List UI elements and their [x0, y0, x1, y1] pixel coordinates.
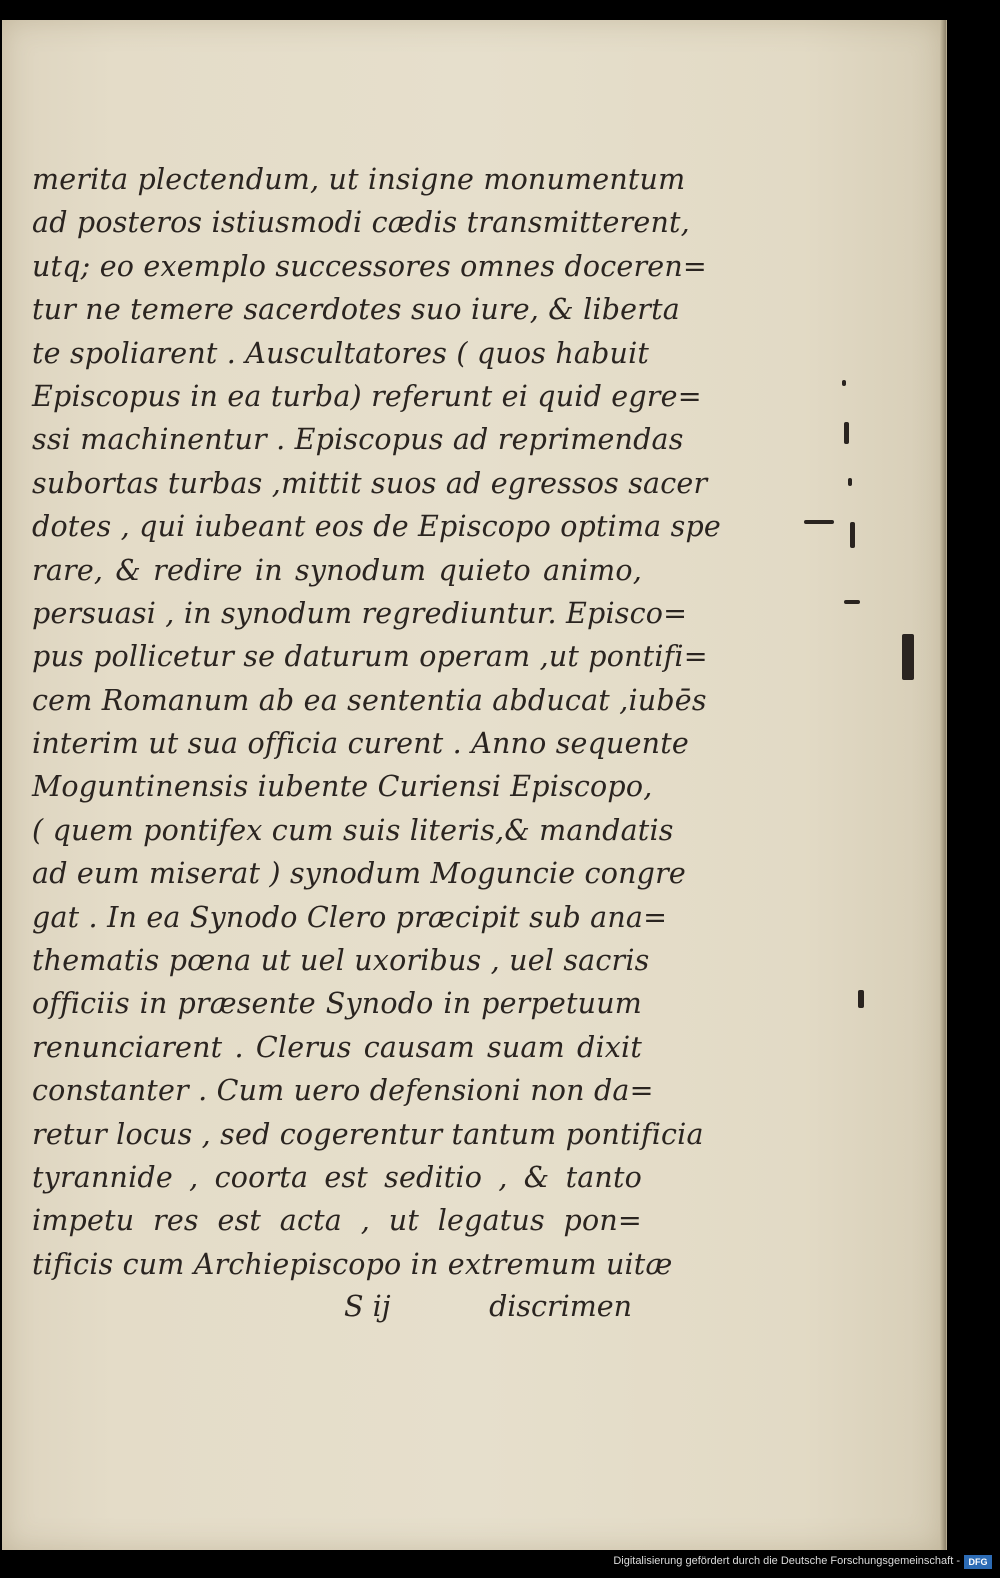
- ink-mark: [844, 422, 849, 444]
- text-line: rare, & redire in synodum quieto animo,: [32, 553, 642, 587]
- text-line: thematis pœna ut uel uxoribus , uel sacris: [32, 944, 650, 978]
- text-line: tyrannide , coorta est seditio , & tanto: [32, 1160, 642, 1194]
- text-line: interim ut sua officia curent . Anno sequente: [32, 727, 689, 761]
- ink-mark: [858, 990, 864, 1008]
- text-line: pus pollicetur se daturum operam ,ut pontifi=: [32, 640, 708, 674]
- text-line: ad posteros istiusmodi cædis transmitterent,: [32, 206, 690, 240]
- page-text: [32, 158, 721, 1286]
- text-line: officiis in præsente Synodo in perpetuum: [32, 987, 642, 1021]
- text-line: tificis cum Archiepiscopo in extremum uitæ: [32, 1247, 673, 1281]
- ink-mark: [848, 478, 852, 486]
- signature-mark: S ij: [344, 1290, 391, 1323]
- text-line: ad eum miserat ) synodum Moguncie congre: [32, 857, 686, 891]
- ink-mark: [844, 600, 860, 604]
- text-line: ssi machinentur . Episcopus ad reprimendas: [32, 423, 684, 457]
- text-line: persuasi , in synodum regrediuntur. Episco=: [32, 596, 688, 630]
- text-line: constanter . Cum uero defensioni non da=: [32, 1074, 654, 1108]
- text-line: ( quem pontifex cum suis literis,& mandatis: [32, 813, 674, 847]
- text-line: renunciarent . Clerus causam suam dixit: [32, 1030, 642, 1064]
- text-line: Episcopus in ea turba) referunt ei quid egre=: [32, 379, 702, 413]
- bleed-through-marks: [800, 370, 920, 1070]
- funding-note: Digitalisierung gefördert durch die Deutsche Forschungsgemeinschaft -: [613, 1555, 960, 1567]
- text-line: impetu res est acta , ut legatus pon=: [32, 1204, 642, 1238]
- text-line: retur locus , sed cogerentur tantum pontificia: [32, 1117, 704, 1151]
- text-line: subortas turbas ,mittit suos ad egressos sacer: [32, 466, 708, 500]
- text-line: Moguntinensis iubente Curiensi Episcopo,: [32, 770, 653, 804]
- catchword: discrimen: [489, 1290, 632, 1323]
- ink-mark: [804, 520, 834, 524]
- text-line: gat . In ea Synodo Clero præcipit sub ana=: [32, 900, 668, 934]
- ink-mark: [902, 634, 914, 680]
- text-line: te spoliarent . Auscultatores ( quos habuit: [32, 336, 650, 370]
- page-edge: [940, 20, 946, 1550]
- ink-mark: [850, 522, 855, 548]
- text-line: cem Romanum ab ea sententia abducat ,iubēs: [32, 683, 707, 717]
- dfg-logo-icon: DFG: [964, 1555, 992, 1569]
- ink-mark: [842, 380, 846, 386]
- text-line: dotes , qui iubeant eos de Episcopo optima spe: [32, 510, 721, 544]
- text-line: merita plectendum, ut insigne monumentum: [32, 163, 686, 196]
- page-footer: [32, 1290, 632, 1334]
- text-line: tur ne temere sacerdotes suo iure, & liberta: [32, 293, 680, 327]
- text-line: utq; eo exemplo successores omnes doceren=: [32, 249, 708, 283]
